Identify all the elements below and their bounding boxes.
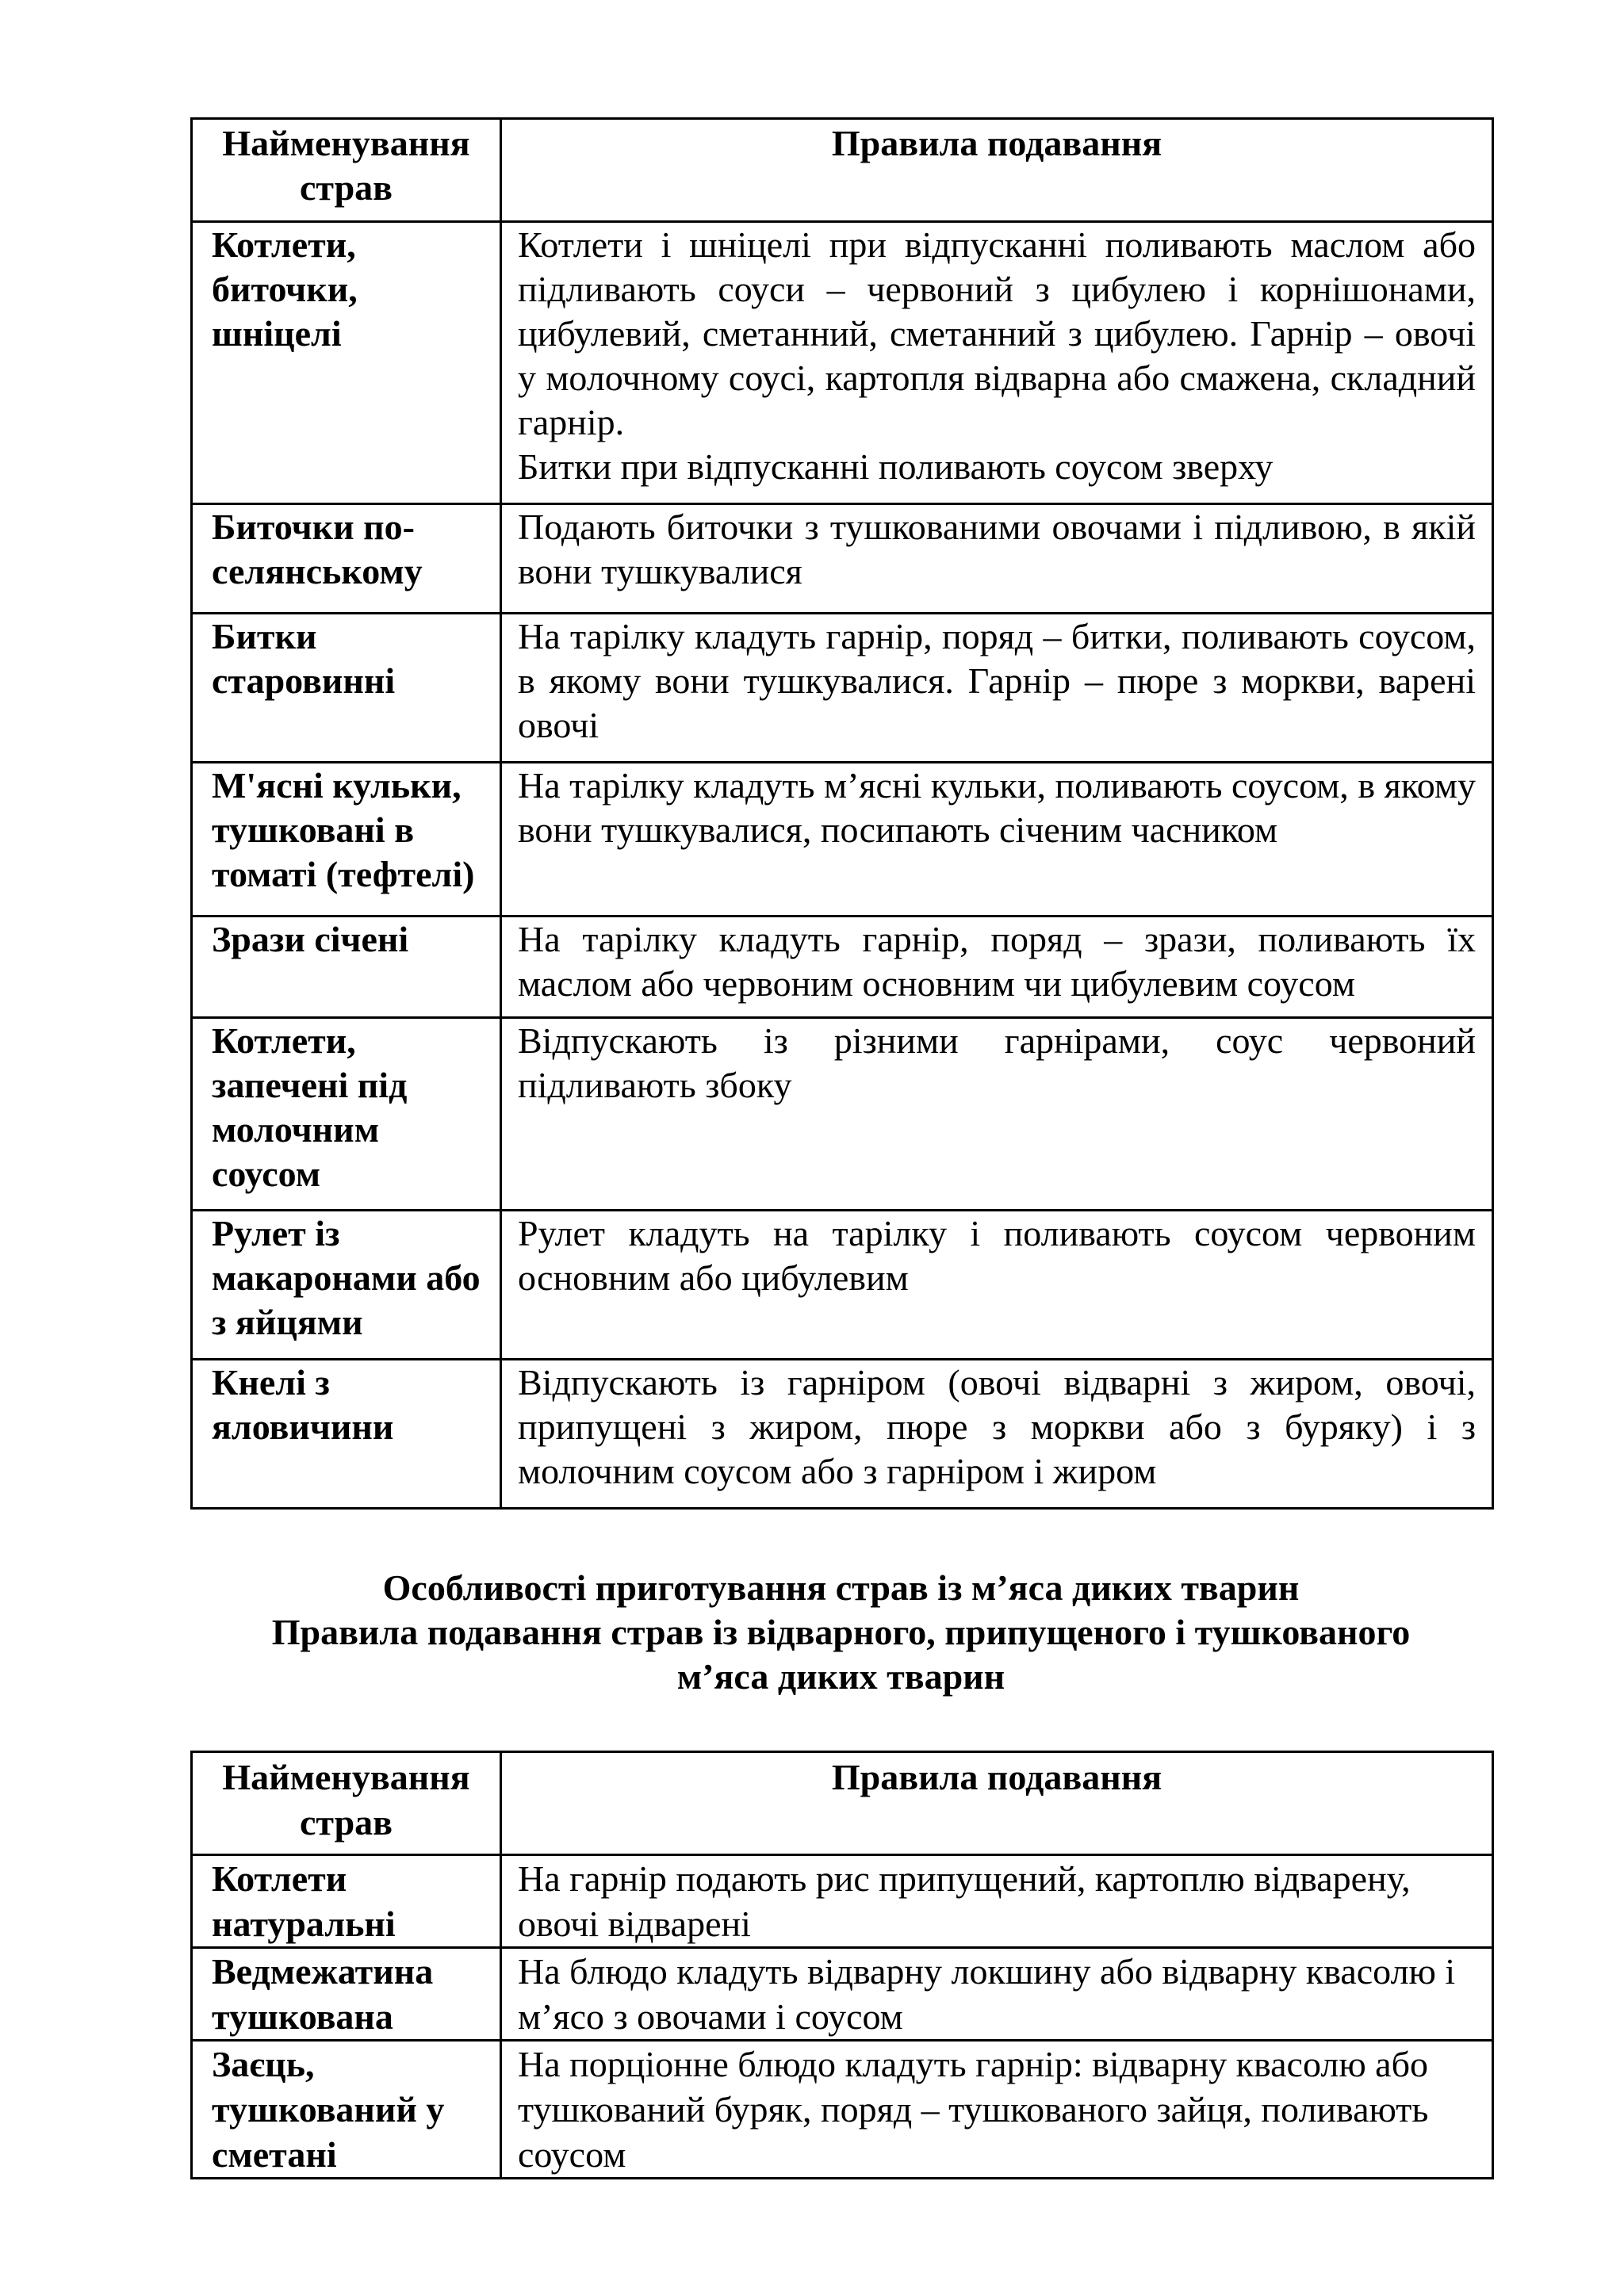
serving-rule-text: Котлети і шніцелі при відпусканні поливають маслом або підливають соуси – червоний з цибулею і корнішонами, цибулевий, сметанний, сметанний з цибулею. Гарнір – овочі у молочному соусі, картопля відварна або смажена, складний гарнір.: [518, 224, 1476, 442]
table-header-row: [192, 119, 1493, 222]
table-row: [192, 1211, 1493, 1360]
header-serving-rules: Правила подавання: [501, 119, 1493, 222]
serving-rule: Відпускають із гарніром (овочі відварні з жиром, овочі, припущені з жиром, пюре з моркви або з буряку) і з молочним соусом або з гарніром і жиром: [501, 1360, 1493, 1509]
table-row: [192, 1855, 1493, 1948]
serving-rules-table-2: [190, 1751, 1494, 2179]
table-row: [192, 916, 1493, 1018]
serving-rule: На порціонне блюдо кладуть гарнір: відварну квасолю або тушкований буряк, поряд – тушкованого зайця, поливають соусом: [501, 2041, 1493, 2179]
section-subtitle-continued: м’яса диких тварин: [676, 1656, 1005, 1697]
header-dish-name: Найменування страв: [192, 119, 501, 222]
serving-rule: Відпускають із різними гарнірами, соус червоний підливають збоку: [501, 1018, 1493, 1211]
table-header-row: [192, 1752, 1493, 1855]
serving-rule: На блюдо кладуть відварну локшину або відварну квасолю і м’ясо з овочами і соусом: [501, 1948, 1493, 2041]
table-row: [192, 763, 1493, 916]
serving-rule: Подають биточки з тушкованими овочами і підливою, в якій вони тушкувалися: [501, 504, 1493, 614]
header-serving-rules: Правила подавання: [501, 1752, 1493, 1855]
dish-name: Котлети, биточки, шніцелі: [192, 222, 501, 504]
dish-name: Котлети, запечені під молочним соусом: [192, 1018, 501, 1211]
table-row: [192, 1360, 1493, 1509]
header-dish-name: Найменування страв: [192, 1752, 501, 1855]
serving-rule-text-2: Битки при відпусканні поливають соусом зверху: [518, 446, 1274, 487]
dish-name: Котлети натуральні: [192, 1855, 501, 1948]
section-title: Особливості приготування страв із м’яса диких тварин: [382, 1567, 1300, 1608]
dish-name: Битки старовинні: [192, 614, 501, 763]
table-row: [192, 504, 1493, 614]
dish-name: Заєць, тушкований у сметані: [192, 2041, 501, 2179]
dish-name: Ведмежатина тушкована: [192, 1948, 501, 2041]
serving-rule: На гарнір подають рис припущений, картоплю відварену, овочі відварені: [501, 1855, 1493, 1948]
table-row: [192, 222, 1493, 504]
table-row: [192, 614, 1493, 763]
serving-rule: Рулет кладуть на тарілку і поливають соусом червоним основним або цибулевим: [501, 1211, 1493, 1360]
serving-rules-table-1: [190, 117, 1494, 1510]
serving-rule: На тарілку кладуть гарнір, поряд – зрази, поливають їх маслом або червоним основним чи цибулевим соусом: [501, 916, 1493, 1018]
dish-name: Рулет із макаронами або з яйцями: [192, 1211, 501, 1360]
table-row: [192, 2041, 1493, 2179]
section-headings: [190, 1566, 1492, 1699]
section-subtitle: Правила подавання страв із відварного, припущеного і тушкованого: [271, 1612, 1411, 1652]
table-row: [192, 1018, 1493, 1211]
serving-rule: На тарілку кладуть м’ясні кульки, поливають соусом, в якому вони тушкувалися, посипають січеним часником: [501, 763, 1493, 916]
serving-rule: [501, 222, 1493, 504]
dish-name: Биточки по-селянському: [192, 504, 501, 614]
serving-rule: На тарілку кладуть гарнір, поряд – битки, поливають соусом, в якому вони тушкувалися. Гарнір – пюре з моркви, варені овочі: [501, 614, 1493, 763]
dish-name: М'ясні кульки, тушковані в томаті (тефтелі): [192, 763, 501, 916]
dish-name: Кнелі з яловичини: [192, 1360, 501, 1509]
dish-name: Зрази січені: [192, 916, 501, 1018]
table-row: [192, 1948, 1493, 2041]
